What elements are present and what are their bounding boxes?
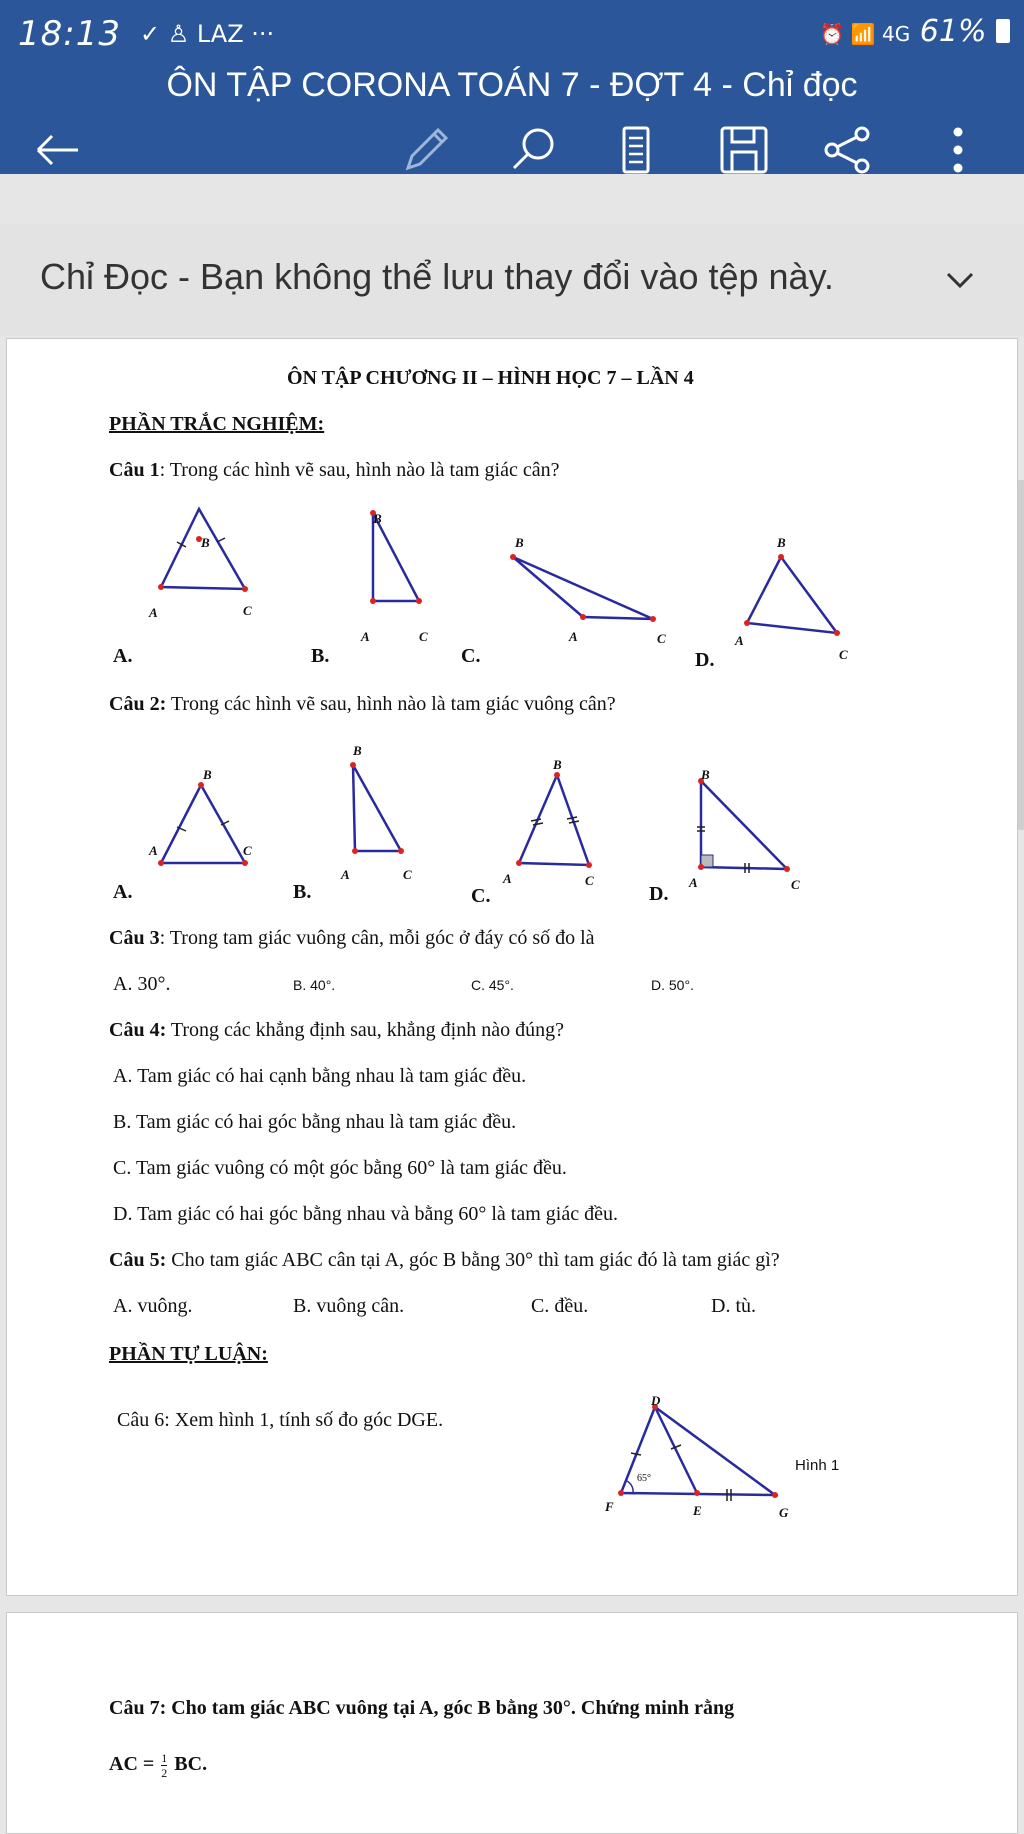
q1-figure-a	[137, 517, 257, 617]
section-multiple-choice: PHẦN TRẮC NGHIỆM:	[109, 413, 325, 435]
doc-heading: ÔN TẬP CHƯƠNG II – HÌNH HỌC 7 – LẦN 4	[287, 367, 694, 389]
angle-label: 65°	[637, 1473, 651, 1484]
vertex-label: A	[569, 629, 578, 644]
vertex-label: A	[735, 633, 744, 648]
q3-option-d: D. 50°.	[651, 977, 694, 993]
q4-option-b: B. Tam giác có hai góc bằng nhau là tam giác đều.	[113, 1111, 517, 1133]
vertex-label: B	[201, 535, 210, 550]
document-page-2	[6, 1612, 1018, 1834]
vertex-label: C	[243, 843, 252, 858]
q4-option-c: C. Tam giác vuông có một góc bằng 60° là tam giác đều.	[113, 1157, 567, 1179]
figure-1	[605, 1399, 805, 1509]
q4-option-d: D. Tam giác có hai góc bằng nhau và bằng 60° là tam giác đều.	[113, 1203, 618, 1225]
share-icon[interactable]	[820, 122, 876, 178]
vertex-label: B	[203, 767, 212, 782]
q2-figure-c	[507, 769, 607, 879]
q1-figure-b	[357, 509, 437, 619]
q3-option-b: B. 40°.	[293, 977, 336, 993]
reading-view-icon[interactable]	[608, 122, 664, 178]
chevron-down-icon[interactable]	[940, 260, 980, 300]
q1-option-c: C.	[461, 645, 481, 667]
question-6: Câu 6: Xem hình 1, tính số đo góc DGE.	[117, 1409, 444, 1431]
vertex-label: A	[341, 867, 350, 882]
q2-figure-a	[147, 779, 257, 879]
signal-icons: ⏰ 📶 4G	[819, 22, 911, 46]
status-bar	[0, 0, 1024, 66]
q3-option-c: C. 45°.	[471, 977, 514, 993]
q2-option-c: C.	[471, 885, 491, 907]
q5-option-d: D. tù.	[711, 1295, 756, 1317]
vertex-label: A	[149, 605, 158, 620]
question-5: Câu 5: Cho tam giác ABC cân tại A, góc B bằng 30° thì tam giác đó là tam giác gì?	[109, 1249, 780, 1271]
back-arrow-icon[interactable]	[30, 122, 86, 178]
vertex-label: F	[605, 1499, 614, 1514]
vertex-label: A	[689, 875, 698, 890]
q5-option-b: B. vuông cân.	[293, 1295, 405, 1317]
vertex-label: B	[777, 535, 786, 550]
vertex-label: C	[419, 629, 428, 644]
q1-option-a: A.	[113, 645, 133, 667]
question-4: Câu 4: Trong các khẳng định sau, khẳng định nào đúng?	[109, 1019, 564, 1041]
vertex-label: C	[791, 877, 800, 892]
q3-option-a: A. 30°.	[113, 973, 171, 995]
status-time: 18:13	[18, 14, 121, 54]
battery-icon	[996, 19, 1010, 43]
document-title: ÔN TẬP CORONA TOÁN 7 - ĐỢT 4 - Chỉ đọc	[166, 66, 858, 104]
q1-option-b: B.	[311, 645, 330, 667]
q5-option-c: C. đều.	[531, 1295, 589, 1317]
q2-option-a: A.	[113, 881, 133, 903]
vertex-label: G	[779, 1505, 789, 1520]
vertex-label: C	[657, 631, 666, 646]
figure-caption: Hình 1	[795, 1457, 840, 1474]
q2-figure-b	[343, 759, 423, 869]
question-3: Câu 3: Trong tam giác vuông cân, mỗi góc ở đáy có số đo là	[109, 927, 595, 949]
q7-formula: AC = $\frac{1}{2}$ BC.	[109, 1751, 208, 1780]
q5-option-a: A. vuông.	[113, 1295, 193, 1317]
vertex-label: A	[361, 629, 370, 644]
vertex-label: E	[693, 1503, 702, 1518]
q4-option-a: A. Tam giác có hai cạnh bằng nhau là tam giác đều.	[113, 1065, 527, 1087]
document-page-1	[6, 338, 1018, 1596]
read-only-message: Chỉ Đọc - Bạn không thể lưu thay đổi vào tệp này.	[40, 256, 834, 297]
vertex-label: C	[839, 647, 848, 662]
question-2: Câu 2: Trong các hình vẽ sau, hình nào là tam giác vuông cân?	[109, 693, 616, 715]
status-right	[819, 14, 1010, 49]
save-icon[interactable]	[716, 122, 772, 178]
vertex-label: B	[353, 743, 362, 758]
vertex-label: D	[651, 1393, 661, 1408]
vertex-label: C	[585, 873, 594, 888]
vertex-label: C	[243, 603, 252, 618]
q1-figure-d	[737, 549, 847, 639]
q1-option-d: D.	[695, 649, 715, 671]
section-essay: PHẦN TỰ LUẬN:	[109, 1343, 268, 1365]
q1-figure-c	[505, 549, 665, 629]
q2-option-b: B.	[293, 881, 312, 903]
vertex-label: B	[701, 767, 710, 782]
vertex-label: B	[553, 757, 562, 772]
pen-icon[interactable]	[398, 122, 454, 178]
q2-figure-d	[687, 775, 807, 885]
question-1: Câu 1: Trong các hình vẽ sau, hình nào là tam giác cân?	[109, 459, 560, 481]
q2-option-d: D.	[649, 883, 669, 905]
vertex-label: A	[149, 843, 158, 858]
question-7: Câu 7: Cho tam giác ABC vuông tại A, góc B bằng 30°. Chứng minh rằng	[109, 1697, 735, 1719]
vertex-label: C	[403, 867, 412, 882]
battery-percent: 61%	[919, 14, 987, 49]
vertex-label: B	[373, 511, 382, 526]
read-only-banner[interactable]	[0, 224, 1024, 336]
search-icon[interactable]	[506, 122, 562, 178]
vertex-label: A	[503, 871, 512, 886]
more-options-icon[interactable]	[930, 122, 986, 178]
app-header	[0, 66, 1024, 174]
vertex-label: B	[515, 535, 524, 550]
status-notification-icons: ✓ ♙ LAZ ···	[140, 20, 275, 48]
